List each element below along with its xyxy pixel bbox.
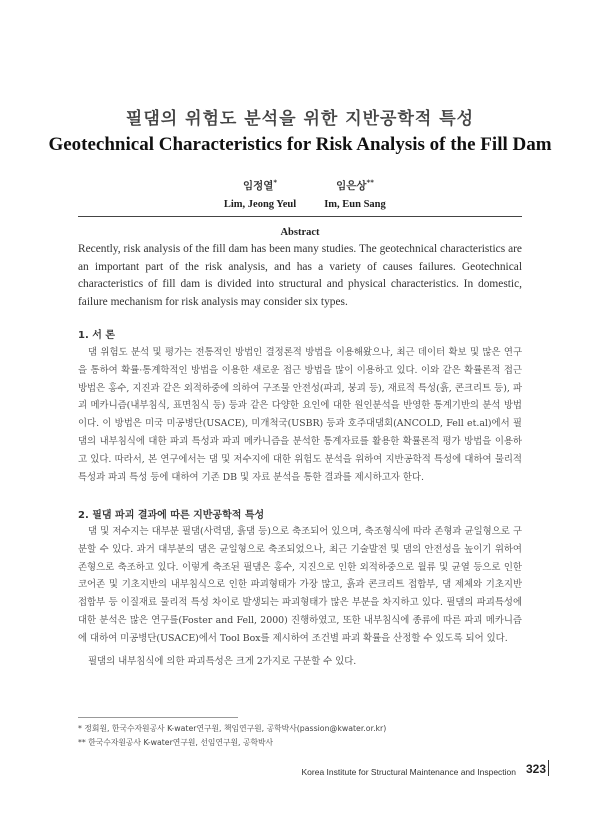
footer-divider (548, 760, 549, 776)
paper-title-english: Geotechnical Characteristics for Risk Analysis of the Fill Dam (48, 134, 552, 155)
footnote-divider (78, 717, 238, 718)
author-2-name-korean: 임은상 (336, 180, 367, 192)
section-2-paragraph-1: 댐 및 저수지는 대부분 필댐(사력댐, 흙댐 등)으로 축조되어 있으며, 축조형식에 따라 존형과 균일형으로 구분할 수 있다. 과거 대부분의 댐은 균일형으로 축조되었으나, 최근 기술발전 및 댐의 안전성을 높이기 위하여 존형으로 축조하고 있다. 이렇게 축조된 필댐은 홍수, 지진으로 인한 외적하중으로 월류 및 균열 등으로 인한 코어존 및 기초지반의 내부침식으로 인한 파괴형태가 가장 많고, 흙과 콘크리트 접합부, 댐 제체와 기초지반 접합부 등 이질재료 물리적 특성 차이로 발생되는 파괴형태가 많은 부분을 차지하고 있다. 필댐의 파괴특성에 대한 분석은 많은 연구를(Foster and Fell, 2000) 진행하였고, 또한 내부침식에 종류에 따른 파괴 메카니즘에 대하여 미공병단(USACE)에서 Tool Box를 제시하여 조건별 파괴 확률을 산정할 수 있도록 되어 있다. (78, 526, 522, 644)
author-2 (300, 178, 410, 210)
footer-journal-name: Korea Institute for Structural Maintenance and Inspection (301, 767, 516, 777)
author-1-name-korean: 임정열 (242, 180, 274, 192)
section-1-paragraph: 댐 위험도 분석 및 평가는 전통적인 방법인 결정론적 방법을 이용해왔으나, 최근 데이터 확보 및 많은 연구을 통하여 확률·통계학적인 방법을 이용한 새로운 접근 방법을 많이 이용하고 있다. 이와 같은 확률론적 접근방법은 홍수, 지진과 같은 외적하중에 의하여 구조물 안전성(파괴, 붕괴 등), 재료적 특성(흙, 콘크리트 등), 파괴 메카니즘(내부침식, 표면침식 등) 등과 같은 다양한 요인에 대한 원인분석을 반영한 통계기반의 분석 방법이다. 이 방법은 미국 미공병단(USACE), 미개척국(USBR) 등과 호주대댐회(ANCOLD, Fell et.al)에서 필댐의 내부침식에 대한 파괴 특성과 파괴 메카니즘을 분석한 통계자료를 활용한 확률론적 평가 방법을 이용하고 있다. 따라서, 본 연구에서는 댐 및 저수지에 대한 위험도 분석을 위하여 지반공학적 특성에 대하여 물리적 특성과 파괴 특성 등에 대하여 기존 DB 및 자료 분석을 통한 결과를 제시하고자 한다. (78, 347, 522, 483)
paper-title-korean: 필댐의 위험도 분석을 위한 지반공학적 특성 (125, 109, 475, 129)
section-2-heading: 2. 필댐 파괴 결과에 따른 지반공학적 특성 (78, 510, 265, 521)
abstract-heading: Abstract (280, 227, 320, 238)
section-2-paragraph-2: 필댐의 내부침식에 의한 파괴특성은 크게 2가지로 구분할 수 있다. (88, 656, 357, 667)
footnote-1: * 정회원, 한국수자원공사 K-water연구원, 책임연구원, 공학박사(passion@kwater.or.kr) (78, 724, 387, 733)
author-2-mark: ** (366, 178, 374, 187)
abstract-divider (78, 216, 522, 217)
author-2-name-english: Im, Eun Sang (324, 199, 386, 210)
section-1-heading: 1. 서 론 (78, 330, 116, 341)
footnote-2: ** 한국수자원공사 K-water연구원, 선임연구원, 공학박사 (78, 738, 274, 747)
page-number: 323 (526, 762, 547, 776)
abstract-text: Recently, risk analysis of the fill dam has been many studies. The geotechnical characteristics are an important part of the risk analysis, and has a variety of causes failures. Geotechnical characteristics of fill dam is divided into structural and physical characteristics. In domestic, failure mechanism for risk analysis may consider six types. (78, 243, 522, 308)
author-1-name-english: Lim, Jeong Yeul (223, 199, 297, 210)
author-1-mark: * (273, 178, 278, 187)
